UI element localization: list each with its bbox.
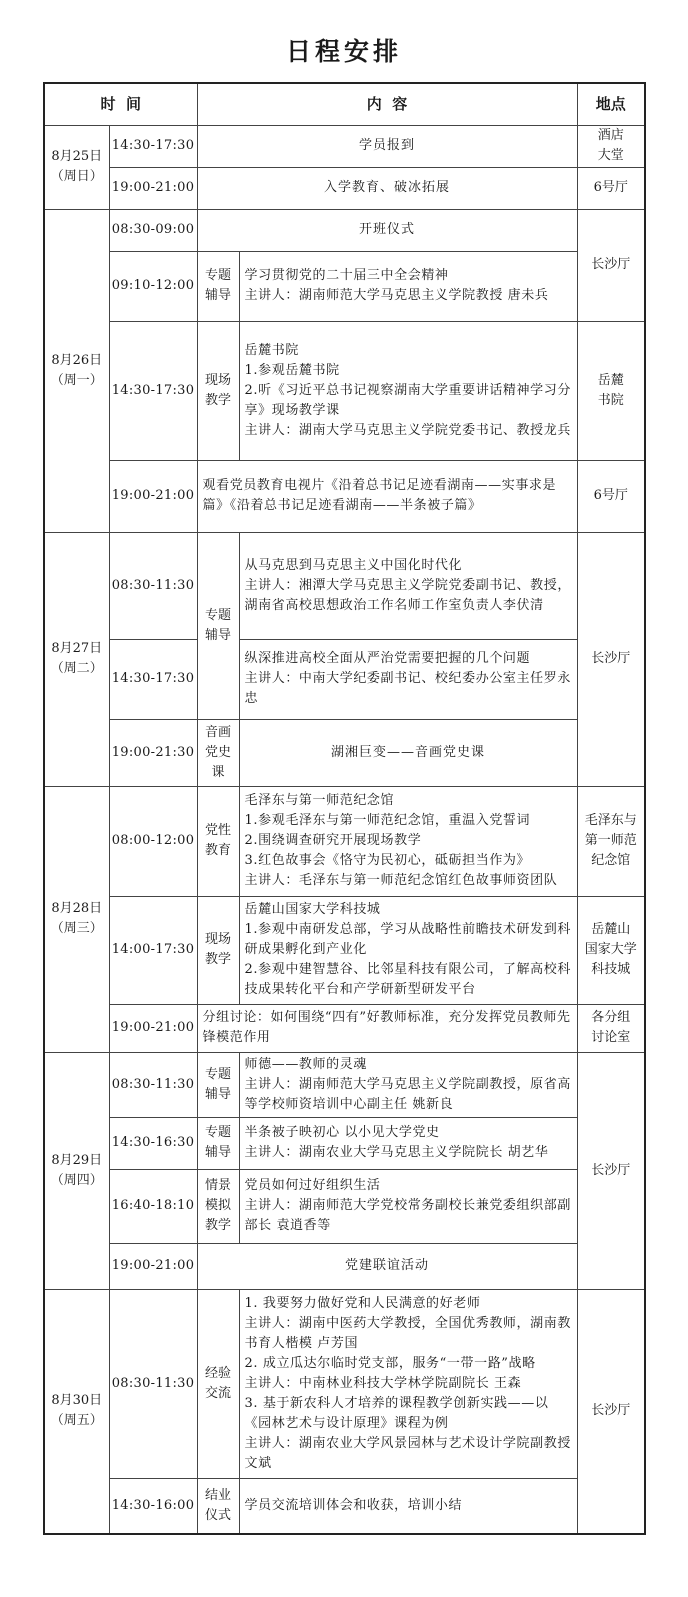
- location-cell: 长沙厅: [577, 209, 645, 321]
- date-cell: 8月26日 （周一）: [44, 209, 109, 532]
- time-cell: 16:40-18:10: [109, 1169, 197, 1243]
- table-row: [44, 896, 645, 1004]
- location-cell: 长沙厅: [577, 1052, 645, 1289]
- header-row: [44, 83, 645, 125]
- date-cell: 8月28日 （周三）: [44, 786, 109, 1052]
- content-cell: 毛泽东与第一师范纪念馆 1.参观毛泽东与第一师范纪念馆，重温入党誓词 2.围绕调查研究开展现场教学 3.红色故事会《恪守为民初心，砥砺担当作为》 主讲人：毛泽东与第一师范纪念馆红色故事师资团队: [239, 786, 577, 896]
- date-cell: 8月25日 （周日）: [44, 125, 109, 209]
- location-cell: 毛泽东与 第一师范 纪念馆: [577, 786, 645, 896]
- time-cell: 19:00-21:00: [109, 1243, 197, 1289]
- table-row: [44, 251, 645, 321]
- location-cell: 长沙厅: [577, 532, 645, 786]
- table-row: [44, 167, 645, 209]
- date-cell: 8月30日 （周五）: [44, 1289, 109, 1534]
- content-cell: 从马克思到马克思主义中国化时代化 主讲人：湘潭大学马克思主义学院党委副书记、教授，湖南省高校思想政治工作名师工作室负责人李伏清: [239, 532, 577, 639]
- content-cell: 纵深推进高校全面从严治党需要把握的几个问题 主讲人：中南大学纪委副书记、校纪委办公室主任罗永忠: [239, 639, 577, 719]
- header-time: 时 间: [44, 83, 197, 125]
- content-cell: 入学教育、破冰拓展: [197, 167, 577, 209]
- type-cell: 专题 辅导: [197, 532, 239, 719]
- type-cell: 现场 教学: [197, 321, 239, 460]
- type-cell: 现场 教学: [197, 896, 239, 1004]
- type-cell: 情景 模拟 教学: [197, 1169, 239, 1243]
- type-cell: 专题 辅导: [197, 1052, 239, 1117]
- date-cell: 8月29日 （周四）: [44, 1052, 109, 1289]
- location-cell: 岳麓山 国家大学 科技城: [577, 896, 645, 1004]
- type-cell: 党性 教育: [197, 786, 239, 896]
- time-cell: 14:30-17:30: [109, 321, 197, 460]
- table-row: [44, 639, 645, 719]
- content-cell: 学员交流培训体会和收获，培训小结: [239, 1478, 577, 1534]
- page-title: 日程安排: [285, 37, 402, 66]
- table-row: [44, 1052, 645, 1117]
- content-cell: 岳麓山国家大学科技城 1.参观中南研发总部，学习从战略性前瞻技术研发到科研成果孵化到产业化 2.参观中建智慧谷、比邻星科技有限公司，了解高校科技成果转化平台和产学研新型研发平台: [239, 896, 577, 1004]
- type-cell: 经验 交流: [197, 1289, 239, 1478]
- table-row: [44, 1478, 645, 1534]
- header-location: 地点: [577, 83, 645, 125]
- content-cell: 学习贯彻党的二十届三中全会精神 主讲人：湖南师范大学马克思主义学院教授 唐未兵: [239, 251, 577, 321]
- type-cell: 结业 仪式: [197, 1478, 239, 1534]
- location-cell: 6号厅: [577, 460, 645, 532]
- content-cell: 开班仪式: [197, 209, 577, 251]
- table-row: [44, 532, 645, 639]
- table-row: [44, 1169, 645, 1243]
- location-cell: 岳麓 书院: [577, 321, 645, 460]
- content-cell: 学员报到: [197, 125, 577, 167]
- type-cell: 专题 辅导: [197, 1117, 239, 1169]
- time-cell: 08:30-09:00: [109, 209, 197, 251]
- schedule-table: [43, 82, 646, 1535]
- table-row: [44, 1289, 645, 1478]
- content-cell: 分组讨论：如何围绕“四有”好教师标准，充分发挥党员教师先锋模范作用: [197, 1004, 577, 1052]
- table-row: [44, 786, 645, 896]
- header-content: 内 容: [197, 83, 577, 125]
- type-cell: 音画 党史 课: [197, 719, 239, 786]
- table-row: [44, 321, 645, 460]
- time-cell: 19:00-21:00: [109, 167, 197, 209]
- content-cell: 岳麓书院 1.参观岳麓书院 2.听《习近平总书记视察湖南大学重要讲话精神学习分享》现场教学课 主讲人：湖南大学马克思主义学院党委书记、教授龙兵: [239, 321, 577, 460]
- content-cell: 党建联谊活动: [197, 1243, 577, 1289]
- time-cell: 14:30-16:00: [109, 1478, 197, 1534]
- table-row: [44, 1117, 645, 1169]
- time-cell: 08:30-11:30: [109, 532, 197, 639]
- time-cell: 14:30-17:30: [109, 639, 197, 719]
- location-cell: 各分组 讨论室: [577, 1004, 645, 1052]
- content-cell: 1. 我要努力做好党和人民满意的好老师 主讲人：湖南中医药大学教授，全国优秀教师，湖南教书育人楷模 卢芳国 2. 成立瓜达尔临时党支部，服务“一带一路”战略 主讲人：中南林业科技大学林学院副院长 王森 3. 基于新农科人才培养的课程教学创新实践——以《园林艺术与设计原理》课程为例 主讲人：湖南农业大学风景园林与艺术设计学院副教授 文斌: [239, 1289, 577, 1478]
- table-row: [44, 719, 645, 786]
- date-cell: 8月27日 （周二）: [44, 532, 109, 786]
- table-row: [44, 125, 645, 167]
- content-cell: 党员如何过好组织生活 主讲人：湖南师范大学党校常务副校长兼党委组织部副部长 袁逍香等: [239, 1169, 577, 1243]
- location-cell: 酒店 大堂: [577, 125, 645, 167]
- time-cell: 08:00-12:00: [109, 786, 197, 896]
- content-cell: 观看党员教育电视片《沿着总书记足迹看湖南——实事求是篇》《沿着总书记足迹看湖南——半条被子篇》: [197, 460, 577, 532]
- time-cell: 14:30-17:30: [109, 125, 197, 167]
- table-row: [44, 1004, 645, 1052]
- time-cell: 19:00-21:30: [109, 719, 197, 786]
- time-cell: 08:30-11:30: [109, 1289, 197, 1478]
- content-cell: 师德——教师的灵魂 主讲人：湖南师范大学马克思主义学院副教授，原省高等学校师资培训中心副主任 姚新良: [239, 1052, 577, 1117]
- content-cell: 湖湘巨变——音画党史课: [239, 719, 577, 786]
- location-cell: 6号厅: [577, 167, 645, 209]
- type-cell: 专题 辅导: [197, 251, 239, 321]
- table-row: [44, 1243, 645, 1289]
- table-row: [44, 460, 645, 532]
- time-cell: 09:10-12:00: [109, 251, 197, 321]
- table-row: [44, 209, 645, 251]
- content-cell: 半条被子映初心 以小见大学党史 主讲人：湖南农业大学马克思主义学院院长 胡艺华: [239, 1117, 577, 1169]
- time-cell: 14:30-16:30: [109, 1117, 197, 1169]
- time-cell: 14:00-17:30: [109, 896, 197, 1004]
- time-cell: 08:30-11:30: [109, 1052, 197, 1117]
- time-cell: 19:00-21:00: [109, 1004, 197, 1052]
- location-cell: 长沙厅: [577, 1289, 645, 1534]
- time-cell: 19:00-21:00: [109, 460, 197, 532]
